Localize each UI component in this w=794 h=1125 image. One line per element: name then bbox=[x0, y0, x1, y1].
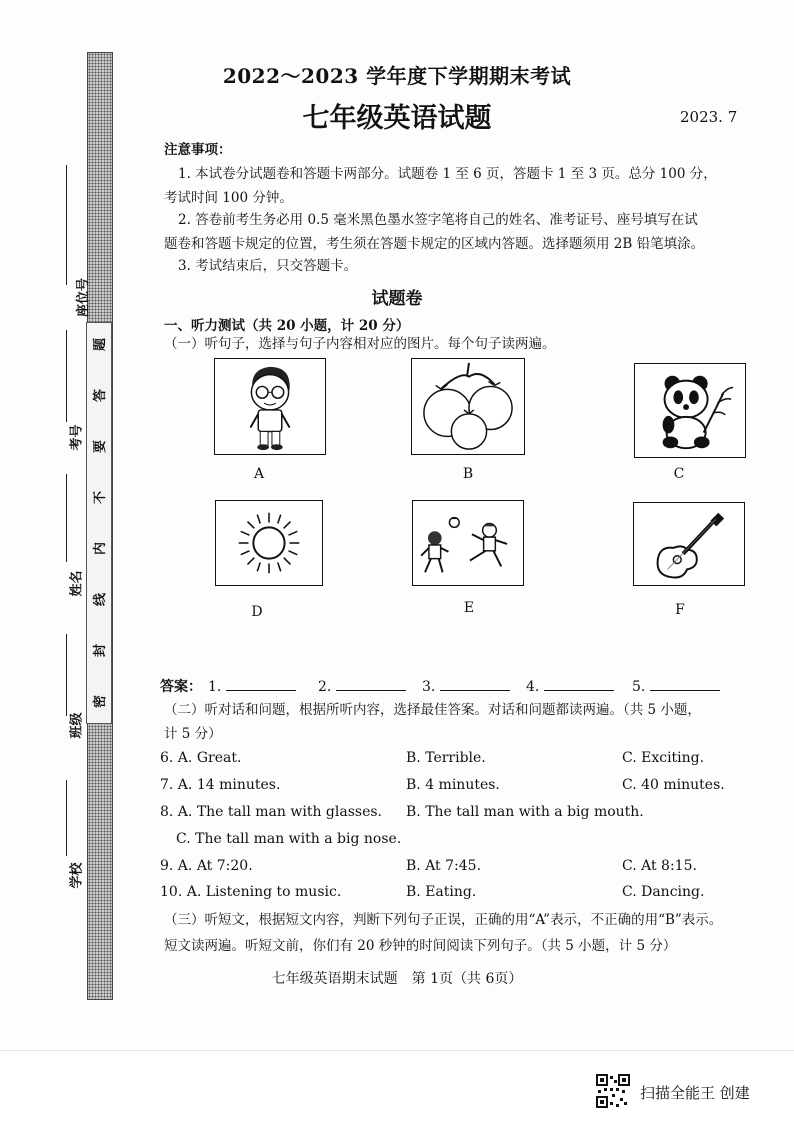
kids-playing-soccer-icon bbox=[413, 501, 523, 585]
answer-4-blank[interactable] bbox=[544, 676, 614, 691]
q6-option-b: B. Terrible. bbox=[406, 750, 486, 766]
q8-option-a: 8. A. The tall man with glasses. bbox=[160, 804, 383, 820]
answer-5: 5. bbox=[632, 676, 720, 695]
part1-sub2: （二）听对话和问题，根据所听内容，选择最佳答案。对话和问题都读两遍。（共 5 小题， bbox=[164, 702, 701, 718]
q9-option-c: C. At 8:15. bbox=[622, 858, 697, 874]
seal-char: 不 bbox=[93, 490, 109, 505]
notice-item-1-cont: 考试时间 100 分钟。 bbox=[164, 190, 293, 206]
answer-label: 答案： bbox=[160, 679, 202, 695]
notice-item-3: 3. 考试结束后，只交答题卡。 bbox=[178, 258, 358, 274]
exam-title: 2022～2023 学年度下学期期末考试 bbox=[222, 64, 572, 88]
answer-3: 3. bbox=[422, 676, 510, 695]
class-line bbox=[66, 634, 67, 716]
picture-e bbox=[412, 500, 524, 586]
notice-item-1: 1. 本试卷分试题卷和答题卡两部分。试题卷 1 至 6 页，答题卡 1 至 3 页。总分 100 分， bbox=[178, 166, 717, 182]
picture-e-label: E bbox=[463, 600, 475, 616]
q7-option-b: B. 4 minutes. bbox=[406, 777, 500, 793]
name-line bbox=[66, 474, 67, 562]
class-field: 班级 bbox=[69, 712, 85, 739]
section-title: 试题卷 bbox=[371, 289, 423, 309]
school-line bbox=[66, 780, 67, 856]
part1-sub3: （三）听短文，根据短文内容，判断下列句子正误，正确的用“A”表示，不正确的用“B”表示。 bbox=[164, 912, 723, 928]
answer-1: 1. bbox=[208, 676, 296, 695]
seal-char: 线 bbox=[93, 592, 109, 607]
seal-char: 要 bbox=[93, 439, 109, 454]
picture-c-label: C bbox=[673, 466, 685, 482]
picture-f bbox=[633, 502, 745, 586]
answer-1-blank[interactable] bbox=[226, 676, 296, 691]
notice-heading: 注意事项： bbox=[164, 142, 232, 158]
seal-char: 内 bbox=[93, 541, 109, 556]
seal-char: 题 bbox=[93, 337, 109, 352]
q8-option-b: B. The tall man with a big mouth. bbox=[406, 804, 644, 820]
answer-2: 2. bbox=[318, 676, 406, 695]
q6-option-c: C. Exciting. bbox=[622, 750, 705, 766]
picture-d bbox=[215, 500, 323, 586]
q10-option-c: C. Dancing. bbox=[622, 884, 705, 900]
scanner-watermark: 扫描全能王 创建 bbox=[640, 1084, 750, 1102]
q7-option-a: 7. A. 14 minutes. bbox=[160, 777, 281, 793]
qr-code-icon bbox=[596, 1074, 630, 1108]
seat-number-field: 座位号 bbox=[76, 277, 92, 318]
seal-char: 密 bbox=[93, 694, 109, 709]
page-footer: 七年级英语期末试题 第 1页（共 6页） bbox=[271, 971, 523, 987]
guitar-icon bbox=[634, 503, 744, 585]
q7-option-c: C. 40 minutes. bbox=[622, 777, 725, 793]
notice-item-2: 2. 答卷前考生务必用 0.5 毫米黑色墨水签字笔将自己的姓名、准考证号、座号填写在试 bbox=[178, 212, 698, 228]
part1-heading: 一、听力测试（共 20 小题，计 20 分） bbox=[164, 318, 410, 334]
q10-option-a: 10. A. Listening to music. bbox=[160, 884, 342, 900]
name-field: 姓名 bbox=[69, 570, 85, 597]
seat-number-line bbox=[66, 165, 67, 285]
q9-option-b: B. At 7:45. bbox=[406, 858, 482, 874]
school-field: 学校 bbox=[69, 862, 85, 889]
exam-number-line bbox=[66, 330, 67, 422]
q10-option-b: B. Eating. bbox=[406, 884, 477, 900]
picture-c bbox=[634, 363, 746, 458]
part1-sub1: （一）听句子，选择与句子内容相对应的图片。每个句子读两遍。 bbox=[164, 336, 556, 352]
exam-number-field: 考号 bbox=[69, 424, 85, 451]
part1-sub2-cont: 计 5 分） bbox=[164, 726, 222, 742]
seal-line-notice bbox=[86, 322, 112, 724]
answer-4: 4. bbox=[526, 676, 614, 695]
q6-option-a: 6. A. Great. bbox=[160, 750, 242, 766]
picture-f-label: F bbox=[675, 602, 685, 618]
exam-subtitle: 七年级英语试题 bbox=[302, 103, 492, 134]
picture-b bbox=[411, 358, 525, 455]
q8-option-c: C. The tall man with a big nose. bbox=[176, 831, 402, 847]
seal-char: 封 bbox=[93, 643, 109, 658]
notice-item-2-cont: 题卷和答题卡规定的位置，考生须在答题卡规定的区域内答题。选择题须用 2B 铅笔填涂。 bbox=[164, 236, 705, 252]
answer-2-blank[interactable] bbox=[336, 676, 406, 691]
part1-sub3-cont: 短文读两遍。听短文前，你们有 20 秒钟的时间阅读下列句子。（共 5 小题，计 5 分） bbox=[164, 938, 677, 954]
boy-with-glasses-icon bbox=[215, 359, 325, 454]
picture-a bbox=[214, 358, 326, 455]
answer-3-blank[interactable] bbox=[440, 676, 510, 691]
panda-icon bbox=[635, 364, 745, 457]
seal-char: 答 bbox=[93, 388, 109, 403]
q9-option-a: 9. A. At 7:20. bbox=[160, 858, 253, 874]
picture-b-label: B bbox=[462, 466, 474, 482]
picture-d-label: D bbox=[251, 604, 263, 620]
sun-icon bbox=[216, 501, 322, 585]
picture-a-label: A bbox=[253, 466, 265, 482]
tomatoes-icon bbox=[412, 359, 524, 454]
answer-5-blank[interactable] bbox=[650, 676, 720, 691]
exam-date: 2023. 7 bbox=[680, 108, 738, 126]
